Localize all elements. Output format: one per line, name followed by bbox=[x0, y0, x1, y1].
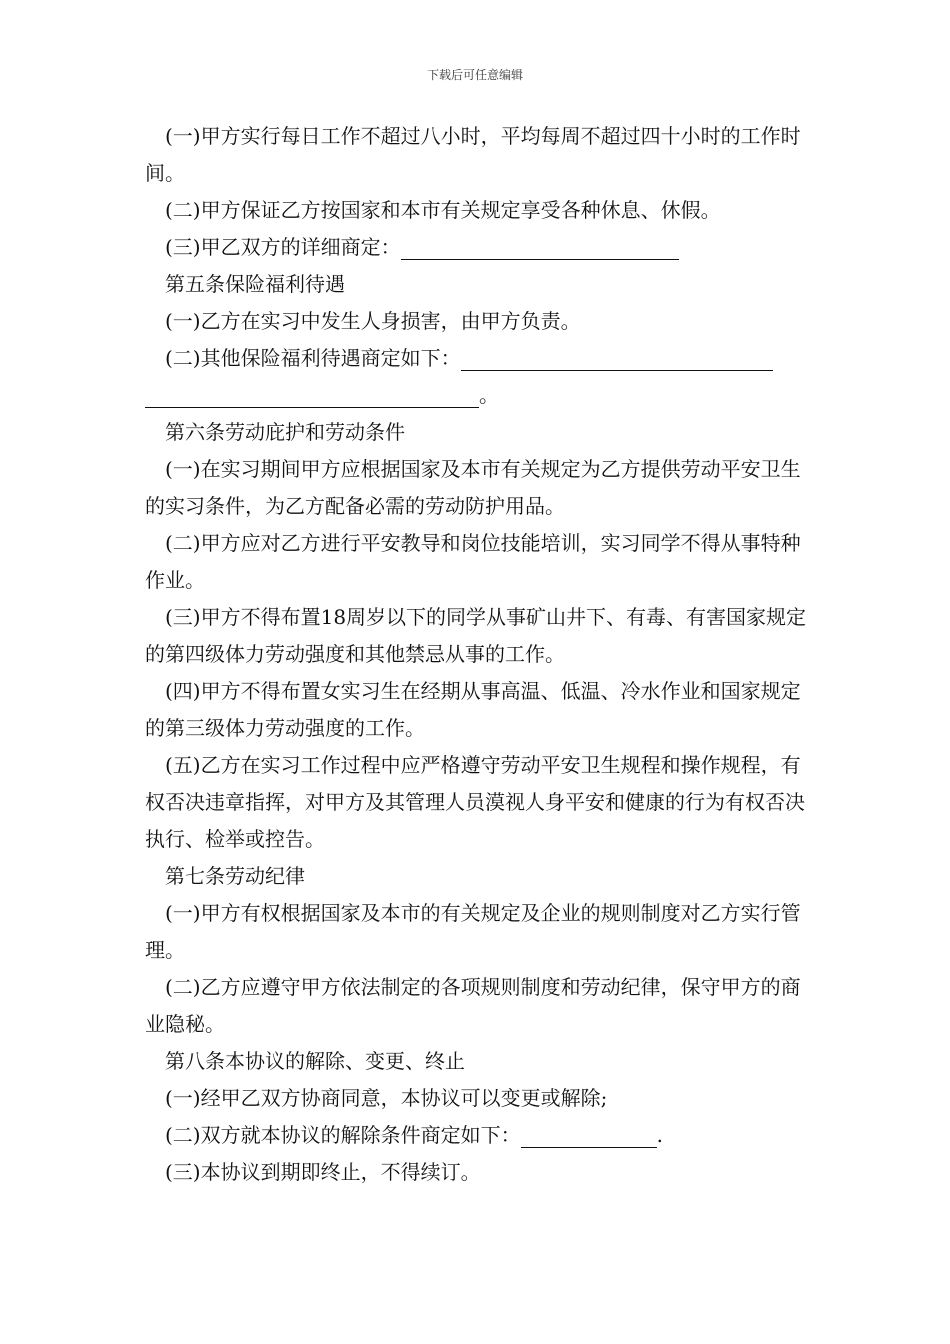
clause-7-1: (一)甲方有权根据国家及本市的有关规定及企业的规则制度对乙方实行管理。 bbox=[145, 901, 801, 962]
fill-blank-insurance-1[interactable] bbox=[461, 348, 773, 371]
clause-8-2-text: (二)双方就本协议的解除条件商定如下： bbox=[165, 1123, 521, 1147]
clause-4-2: (二)甲方保证乙方按国家和本市有关规定享受各种休息、休假。 bbox=[165, 198, 721, 222]
clause-5-1: (一)乙方在实习中发生人身损害，由甲方负责。 bbox=[165, 309, 581, 333]
clause-4-1: (一)甲方实行每日工作不超过八小时，平均每周不超过四十小时的工作时间。 bbox=[145, 124, 801, 185]
clause-6-5: (五)乙方在实习工作过程中应严格遵守劳动平安卫生规程和操作规程，有权否决违章指挥，对甲方及其管理人员漠视人身平安和健康的行为有权否决执行、检举或控告。 bbox=[145, 753, 805, 851]
document-body bbox=[145, 118, 810, 1191]
page-header: 下载后可任意编辑 bbox=[426, 68, 523, 82]
clause-5-2-end: 。 bbox=[479, 383, 499, 407]
clause-8-1: (一)经甲乙双方协商同意，本协议可以变更或解除; bbox=[165, 1086, 608, 1110]
clause-7-2: (二)乙方应遵守甲方依法制定的各项规则制度和劳动纪律，保守甲方的商业隐秘。 bbox=[145, 975, 801, 1036]
clause-6-2: (二)甲方应对乙方进行平安教导和岗位技能培训，实习同学不得从事特种作业。 bbox=[145, 531, 801, 592]
article-8-heading: 第八条本协议的解除、变更、终止 bbox=[165, 1049, 465, 1073]
clause-5-2-continued bbox=[145, 377, 810, 414]
clause-5-2 bbox=[145, 340, 810, 377]
clause-4-3 bbox=[145, 229, 810, 266]
clause-6-1: (一)在实习期间甲方应根据国家及本市有关规定为乙方提供劳动平安卫生的实习条件，为乙方配备必需的劳动防护用品。 bbox=[145, 457, 801, 518]
clause-8-2 bbox=[145, 1117, 810, 1154]
article-6-heading: 第六条劳动庇护和劳动条件 bbox=[165, 420, 405, 444]
fill-blank-insurance-2[interactable] bbox=[145, 385, 479, 408]
article-5-heading: 第五条保险福利待遇 bbox=[165, 272, 345, 296]
clause-4-3-text: (三)甲乙双方的详细商定： bbox=[165, 235, 401, 259]
fill-blank-detail-agreement[interactable] bbox=[401, 237, 679, 260]
clause-8-3: (三)本协议到期即终止，不得续订。 bbox=[165, 1160, 481, 1184]
clause-6-3: (三)甲方不得布置18周岁以下的同学从事矿山井下、有毒、有害国家规定的第四级体力劳动强度和其他禁忌从事的工作。 bbox=[145, 605, 807, 666]
clause-8-2-end: . bbox=[656, 1123, 663, 1147]
clause-6-4: (四)甲方不得布置女实习生在经期从事高温、低温、冷水作业和国家规定的第三级体力劳动强度的工作。 bbox=[145, 679, 801, 740]
clause-5-2-text: (二)其他保险福利待遇商定如下： bbox=[165, 346, 461, 370]
article-7-heading: 第七条劳动纪律 bbox=[165, 864, 305, 888]
fill-blank-termination[interactable] bbox=[521, 1125, 657, 1148]
